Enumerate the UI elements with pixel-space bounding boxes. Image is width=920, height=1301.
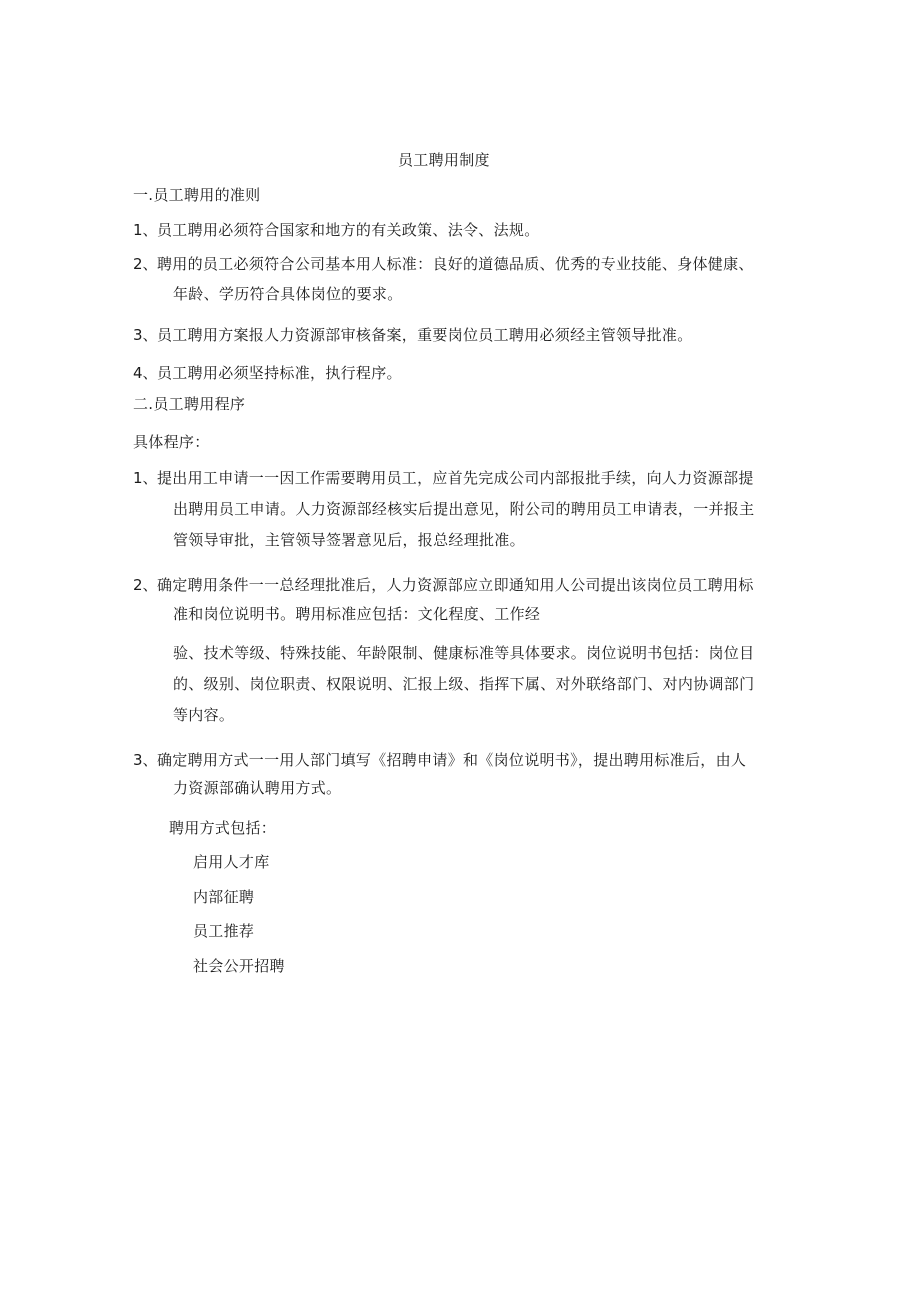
section2-item3-number: 3、 [133, 751, 158, 769]
section1-item1-number: 1、 [133, 221, 158, 239]
section2-item1-line3: 管领导审批，主管领导签署意见后，报总经理批准。 [173, 531, 525, 549]
section1-item4-number: 4、 [133, 364, 158, 382]
section1-heading: 一.员工聘用的准则 [133, 186, 261, 204]
section2-item3-line2: 力资源部确认聘用方式。 [173, 779, 342, 797]
method-item: 员工推荐 [193, 922, 255, 940]
section2-item3-line1: 确定聘用方式一一用人部门填写《招聘申请》和《岗位说明书》，提出聘用标准后，由人 [157, 751, 747, 769]
section2-item2-line3: 验、技术等级、特殊技能、年龄限制、健康标准等具体要求。岗位说明书包括：岗位目 [173, 644, 755, 662]
page-title: 员工聘用制度 [398, 151, 490, 169]
section2-intro: 具体程序： [133, 433, 210, 451]
section2-heading: 二.员工聘用程序 [133, 395, 246, 413]
section2-item2-line2: 准和岗位说明书。聘用标准应包括：文化程度、工作经 [173, 605, 541, 623]
method-item: 内部征聘 [193, 888, 255, 906]
section2-item1-line2: 出聘用员工申请。人力资源部经核实后提出意见，附公司的聘用员工申请表，一并报主 [173, 500, 755, 518]
section2-item2-line4: 的、级别、岗位职责、权限说明、汇报上级、指挥下属、对外联络部门、对内协调部门 [173, 675, 755, 693]
section1-item2-line1: 聘用的员工必须符合公司基本用人标准：良好的道德品质、优秀的专业技能、身体健康、 [157, 255, 754, 273]
section1-item4-line1: 员工聘用必须坚持标准，执行程序。 [157, 364, 402, 382]
section1-item3-line1: 员工聘用方案报人力资源部审核备案，重要岗位员工聘用必须经主管领导批准。 [157, 326, 693, 344]
section1-item2-number: 2、 [133, 255, 158, 273]
method-item: 社会公开招聘 [193, 957, 285, 975]
method-item: 启用人才库 [193, 853, 270, 871]
section2-item2-line1: 确定聘用条件一一总经理批准后，人力资源部应立即通知用人公司提出该岗位员工聘用标 [157, 576, 754, 594]
section1-item1-line1: 员工聘用必须符合国家和地方的有关政策、法令、法规。 [157, 221, 540, 239]
methods-label: 聘用方式包括： [169, 819, 277, 837]
section2-item1-line1: 提出用工申请一一因工作需要聘用员工，应首先完成公司内部报批手续，向人力资源部提 [157, 469, 754, 487]
section1-item3-number: 3、 [133, 326, 158, 344]
section2-item2-line5: 等内容。 [173, 706, 235, 724]
section2-item1-number: 1、 [133, 469, 158, 487]
section2-item2-number: 2、 [133, 576, 158, 594]
section1-item2-line2: 年龄、学历符合具体岗位的要求。 [173, 285, 403, 303]
